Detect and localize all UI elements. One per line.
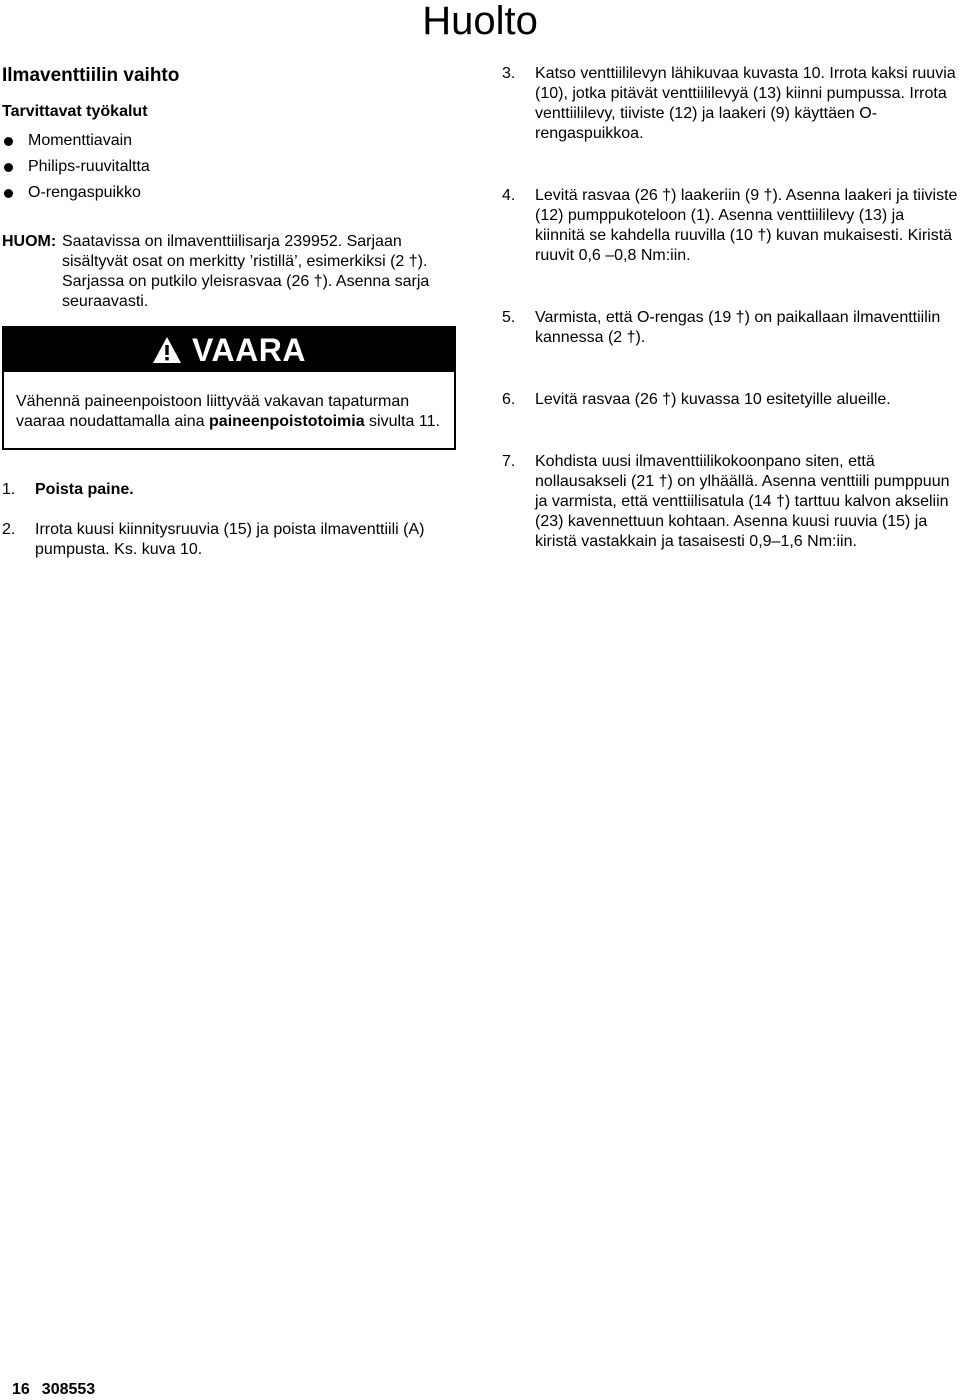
steps-right xyxy=(502,64,958,552)
warning-text-part: Vähennä paineenpoistoon liittyvää vakavan tapaturman vaaraa noudattamalla aina xyxy=(16,393,410,430)
bullet-icon xyxy=(4,137,13,146)
step-number: 6. xyxy=(502,391,516,408)
step-text: Poista paine. xyxy=(35,481,134,498)
step-text: Irrota kuusi kiinnitysruuvia (15) ja poista ilmaventtiili (A) pumpusta. Ks. kuva 10. xyxy=(35,521,425,558)
list-item xyxy=(2,154,460,180)
step-number: 1. xyxy=(2,481,16,498)
step-item xyxy=(502,390,958,410)
step-number: 2. xyxy=(2,521,16,538)
step-text: Kohdista uusi ilmaventtiilikokoonpano siten, että nollausakseli (21 †) on ylhäällä. Asenna venttiili pumppuun ja varmista, että venttiilisatula (14 †) tarttuu kalvon akseliin (23) kavennettuun kohtaan. Asenna kuusi ruuvia (15) ja kiristä vastakkain ja tasaisesti 0,9–1,6 Nm:iin. xyxy=(535,453,950,550)
right-column xyxy=(502,64,958,552)
document-number: 308553 xyxy=(41,1381,96,1398)
step-item xyxy=(502,452,958,552)
tools-list xyxy=(2,128,460,206)
step-text: Levitä rasvaa (26 †) kuvassa 10 esitetyille alueille. xyxy=(535,391,891,408)
tool-label: O-rengaspuikko xyxy=(28,184,141,201)
step-text: Varmista, että O-rengas (19 †) on paikallaan ilmaventtiilin kannessa (2 †). xyxy=(535,309,941,346)
tools-heading: Tarvittavat työkalut xyxy=(2,103,148,120)
list-item xyxy=(2,180,460,206)
page-number: 16 xyxy=(12,1381,30,1398)
step-item xyxy=(502,186,958,266)
warning-text xyxy=(4,372,454,448)
tool-label: Momenttiavain xyxy=(28,132,133,149)
section-title: Ilmaventtiilin vaihto xyxy=(2,65,180,86)
warning-box xyxy=(2,326,456,450)
page-footer xyxy=(12,1380,107,1400)
step-item xyxy=(2,520,460,560)
warning-link-text: paineenpoistotoimia xyxy=(209,413,365,430)
left-column xyxy=(2,64,460,560)
step-number: 4. xyxy=(502,187,516,204)
page-title: Huolto xyxy=(422,0,538,43)
tool-label: Philips-ruuvitaltta xyxy=(28,158,150,175)
note-block xyxy=(2,232,460,312)
step-number: 7. xyxy=(502,453,516,470)
step-text: Levitä rasvaa (26 †) laakeriin (9 †). Asenna laakeri ja tiiviste (12) pumppukoteloon (1). Asenna venttiililevy (13) ja kiinnitä se kahdella ruuvilla (10 †) kuvan mukaisesti. Kiristä ruuvit 0,6 –0,8 Nm:iin. xyxy=(535,187,958,264)
warning-text-part: sivulta 11. xyxy=(364,413,440,430)
step-text: Katso venttiililevyn lähikuvaa kuvasta 10. Irrota kaksi ruuvia (10), jotka pitävät venttiililevyä (13) kiinni pumpussa. Irrota venttiililevy, tiiviste (12) ja laakeri (9) käyttäen O-rengaspuikkoa. xyxy=(535,65,956,142)
step-number: 5. xyxy=(502,309,516,326)
warning-title: VAARA xyxy=(192,332,306,368)
warning-header xyxy=(4,328,454,372)
step-item xyxy=(502,308,958,348)
note-label: HUOM: xyxy=(2,233,57,250)
step-item xyxy=(2,480,460,500)
steps-left xyxy=(2,480,460,560)
step-number: 3. xyxy=(502,65,516,82)
step-item xyxy=(502,64,958,144)
warning-triangle-icon xyxy=(152,336,182,364)
list-item xyxy=(2,128,460,154)
bullet-icon xyxy=(4,189,13,198)
bullet-icon xyxy=(4,163,13,172)
note-text: Saatavissa on ilmaventtiilisarja 239952. Sarjaan sisältyvät osat on merkitty ’ristillä’, esimerkiksi (2 †). Sarjassa on putkilo yleisrasvaa (26 †). Asenna sarja seuraavasti. xyxy=(62,233,430,310)
